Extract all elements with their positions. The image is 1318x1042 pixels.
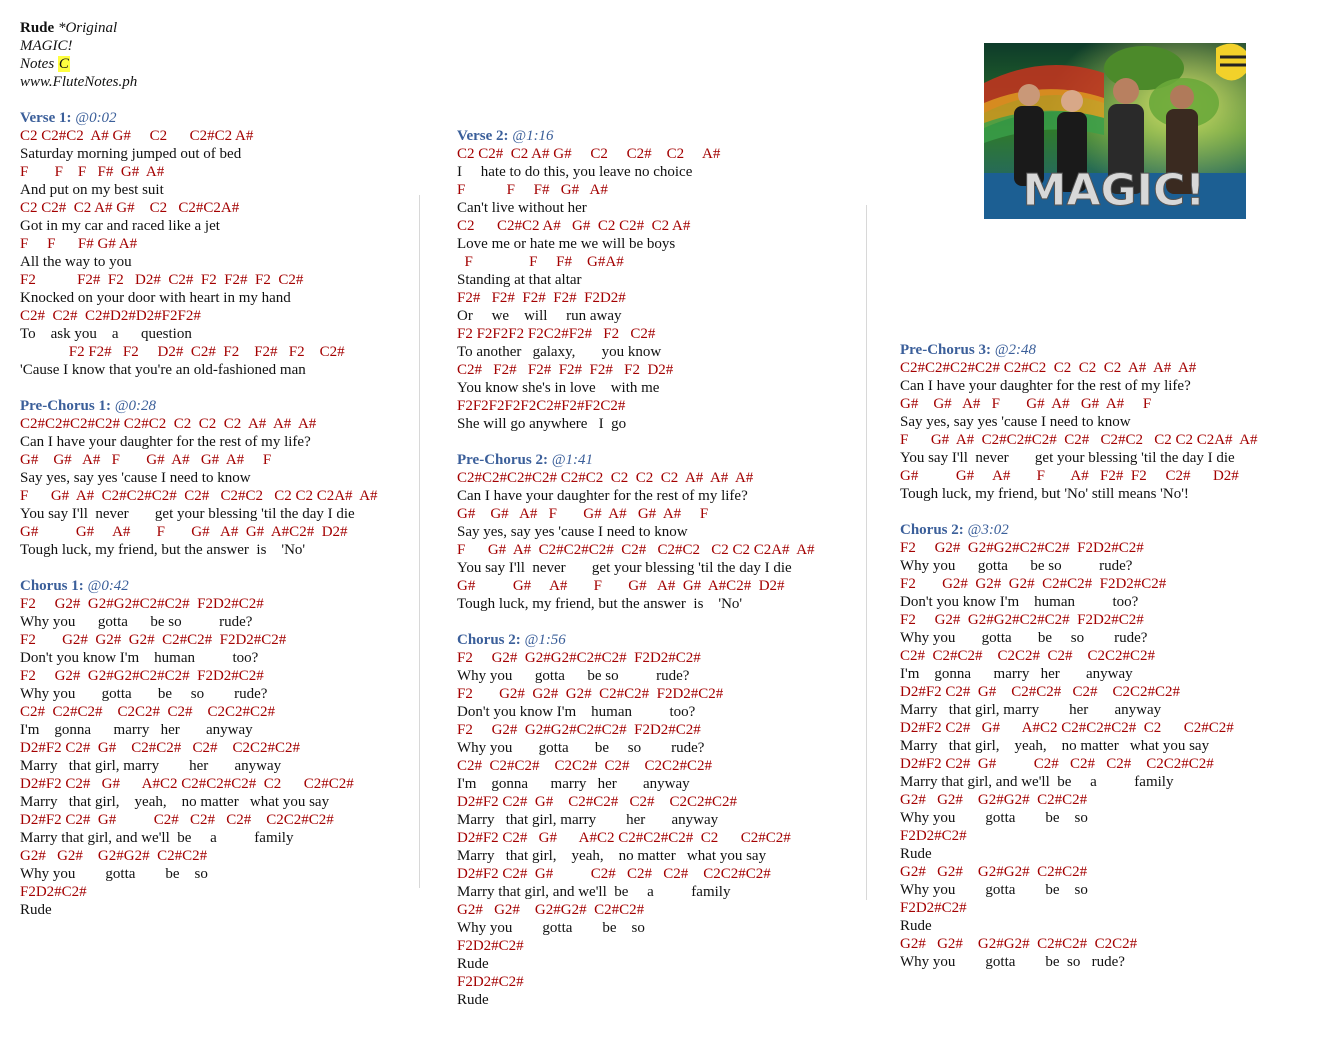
lyric-line: Tough luck, my friend, but 'No' still means 'No'!: [900, 486, 1189, 502]
section-title: Pre-Chorus 1:: [20, 398, 111, 414]
note-line: F2 G2# G2# G2# C2#C2# F2D2#C2#: [900, 576, 1167, 592]
lyric-line: Marry that girl, yeah, no matter what you say: [900, 738, 1210, 754]
song-section: [20, 109, 378, 379]
note-line: F2 F2# F2 D2# C2# F2 F2# F2 C2#: [20, 344, 345, 360]
lyric-line: Why you gotta be so rude?: [20, 614, 253, 630]
section-heading: [900, 521, 1258, 539]
lyric-line: Don't you know I'm human too?: [457, 704, 696, 720]
lyric-line: You say I'll never get your blessing 'til the day I die: [457, 560, 792, 576]
section-timestamp: @2:48: [994, 342, 1037, 358]
lyric-line: Standing at that altar: [457, 272, 582, 288]
note-line: D2#F2 C2# G# A#C2 C2#C2#C2# C2 C2#C2#: [20, 776, 354, 792]
note-line: G# G# A# F G# A# G# A# F: [457, 506, 709, 522]
lyric-line: Why you gotta be so: [900, 810, 1088, 826]
column-divider: [419, 195, 420, 888]
note-line: F G# A# C2#C2#C2# C2# C2#C2 C2 C2 C2A# A#: [457, 542, 815, 558]
lyric-line: Marry that girl, marry her anyway: [457, 812, 719, 828]
lyric-line: Why you gotta be so: [20, 866, 208, 882]
note-line: G2# G2# G2#G2# C2#C2#: [20, 848, 208, 864]
lyric-line: Can I have your daughter for the rest of my life?: [900, 378, 1191, 394]
band-logo-text: MAGIC!: [1022, 165, 1206, 216]
lyric-line: All the way to you: [20, 254, 132, 270]
lyric-line: Why you gotta be so rude?: [457, 668, 690, 684]
section-timestamp: @0:02: [75, 110, 117, 126]
lyric-line: Why you gotta be so rude?: [20, 686, 268, 702]
section-heading: [20, 397, 378, 415]
lyric-line: Why you gotta be so: [457, 920, 645, 936]
note-line: G# G# A# F G# A# G# A#C2# D2#: [457, 578, 785, 594]
lyric-line: Rude: [457, 956, 489, 972]
note-line: C2# C2#C2# C2C2# C2# C2C2#C2#: [900, 648, 1156, 664]
lyric-line: Rude: [20, 902, 52, 918]
column-2: [457, 127, 815, 1027]
lyric-line: Marry that girl, marry her anyway: [20, 758, 282, 774]
section-heading: [457, 451, 815, 469]
website-label: www.FluteNotes.ph: [20, 74, 138, 90]
note-line: F2 G2# G2#G2#C2#C2# F2D2#C2#: [457, 722, 701, 738]
note-line: C2#C2#C2#C2# C2#C2 C2 C2 C2 A# A# A#: [20, 416, 317, 432]
note-line: D2#F2 C2# G# C2# C2# C2# C2C2#C2#: [20, 812, 334, 828]
song-section: [457, 127, 815, 433]
note-line: F2# F2# F2# F2# F2D2#: [457, 290, 626, 306]
note-line: G# G# A# F A# F2# F2 C2# D2#: [900, 468, 1239, 484]
lyric-line: Or we will run away: [457, 308, 622, 324]
note-line: G2# G2# G2#G2# C2#C2# C2C2#: [900, 936, 1138, 952]
note-line: C2# C2# C2#D2#D2#F2F2#: [20, 308, 201, 324]
lyric-line: Got in my car and raced like a jet: [20, 218, 220, 234]
note-line: C2# F2# F2# F2# F2# F2 D2#: [457, 362, 674, 378]
lyric-line: Why you gotta be so rude?: [900, 954, 1125, 970]
section-title: Pre-Chorus 2:: [457, 452, 548, 468]
column-divider: [866, 205, 867, 900]
note-line: C2 C2#C2 A# G# C2 C2#C2 A#: [20, 128, 254, 144]
lyric-line: Marry that girl, and we'll be a family: [900, 774, 1174, 790]
song-section: [457, 631, 815, 1009]
section-title: Verse 2:: [457, 128, 509, 144]
lyric-line: I hate to do this, you leave no choice: [457, 164, 693, 180]
note-line: F2 G2# G2# G2# C2#C2# F2D2#C2#: [457, 686, 724, 702]
lyric-line: Say yes, say yes 'cause I need to know: [900, 414, 1131, 430]
note-line: F F F# G# A#: [457, 182, 608, 198]
lyric-line: Love me or hate me we will be boys: [457, 236, 676, 252]
note-line: G2# G2# G2#G2# C2#C2#: [900, 792, 1088, 808]
note-line: C2# C2#C2# C2C2# C2# C2C2#C2#: [457, 758, 713, 774]
lyric-line: Saturday morning jumped out of bed: [20, 146, 242, 162]
lyric-line: She will go anywhere I go: [457, 416, 627, 432]
note-line: D2#F2 C2# G# C2# C2# C2# C2C2#C2#: [900, 756, 1214, 772]
section-title: Pre-Chorus 3:: [900, 342, 991, 358]
note-line: G2# G2# G2#G2# C2#C2#: [457, 902, 645, 918]
note-line: F2F2F2F2F2C2#F2#F2C2#: [457, 398, 626, 414]
lyric-line: You say I'll never get your blessing 'til the day I die: [20, 506, 355, 522]
section-timestamp: @1:41: [551, 452, 594, 468]
section-timestamp: @0:42: [87, 578, 129, 594]
lyric-line: Marry that girl, marry her anyway: [900, 702, 1162, 718]
note-line: C2 C2# C2 A# G# C2 C2#C2A#: [20, 200, 240, 216]
sheet-header: [20, 19, 137, 91]
lyric-line: Why you gotta be so rude?: [900, 630, 1148, 646]
notes-label: Notes: [20, 56, 55, 72]
note-line: F G# A# C2#C2#C2# C2# C2#C2 C2 C2 C2A# A#: [20, 488, 378, 504]
note-line: D2#F2 C2# G# A#C2 C2#C2#C2# C2 C2#C2#: [457, 830, 791, 846]
note-line: F2 G2# G2#G2#C2#C2# F2D2#C2#: [900, 540, 1144, 556]
version-label: *Original: [57, 20, 118, 36]
lyric-line: Marry that girl, and we'll be a family: [20, 830, 294, 846]
note-line: D2#F2 C2# G# C2#C2# C2# C2C2#C2#: [20, 740, 301, 756]
section-title: Chorus 2:: [900, 522, 964, 538]
note-line: D2#F2 C2# G# C2#C2# C2# C2C2#C2#: [457, 794, 738, 810]
song-section: [20, 397, 378, 559]
note-line: F2D2#C2#: [457, 938, 524, 954]
lyric-line: Marry that girl, and we'll be a family: [457, 884, 731, 900]
song-section: [900, 521, 1258, 971]
lyric-line: I'm gonna marry her anyway: [900, 666, 1133, 682]
lyric-line: I'm gonna marry her anyway: [457, 776, 690, 792]
section-timestamp: @3:02: [967, 522, 1009, 538]
section-heading: [457, 631, 815, 649]
note-line: F G# A# C2#C2#C2# C2# C2#C2 C2 C2 C2A# A#: [900, 432, 1258, 448]
lyric-line: You know she's in love with me: [457, 380, 660, 396]
note-line: F F F F# G# A#: [20, 164, 165, 180]
note-line: C2 C2# C2 A# G# C2 C2# C2 A#: [457, 146, 721, 162]
lyric-line: Tough luck, my friend, but the answer is 'No': [20, 542, 306, 558]
note-line: F2D2#C2#: [457, 974, 524, 990]
lyric-line: Tough luck, my friend, but the answer is 'No': [457, 596, 743, 612]
note-line: F2 G2# G2#G2#C2#C2# F2D2#C2#: [20, 596, 264, 612]
lyric-line: Rude: [900, 918, 932, 934]
section-timestamp: @1:16: [512, 128, 554, 144]
note-line: F F F# G#A#: [457, 254, 624, 270]
note-line: C2# C2#C2# C2C2# C2# C2C2#C2#: [20, 704, 276, 720]
lyric-line: Can I have your daughter for the rest of my life?: [20, 434, 311, 450]
lyric-line: And put on my best suit: [20, 182, 164, 198]
lyric-line: Marry that girl, yeah, no matter what you say: [457, 848, 767, 864]
note-line: G2# G2# G2#G2# C2#C2#: [900, 864, 1088, 880]
lyric-line: Knocked on your door with heart in my hand: [20, 290, 291, 306]
artist-name: MAGIC!: [20, 38, 73, 54]
note-line: C2#C2#C2#C2# C2#C2 C2 C2 C2 A# A# A#: [457, 470, 754, 486]
lyric-line: Don't you know I'm human too?: [20, 650, 259, 666]
section-heading: [457, 127, 815, 145]
lyric-line: Why you gotta be so rude?: [900, 558, 1133, 574]
lyric-line: To ask you a question: [20, 326, 192, 342]
note-line: D2#F2 C2# G# C2#C2# C2# C2C2#C2#: [900, 684, 1181, 700]
section-timestamp: @0:28: [114, 398, 157, 414]
note-line: F2 F2# F2 D2# C2# F2 F2# F2 C2#: [20, 272, 304, 288]
note-line: D2#F2 C2# G# C2# C2# C2# C2C2#C2#: [457, 866, 771, 882]
lyric-line: Rude: [900, 846, 932, 862]
notes-key-highlight: C: [58, 56, 69, 72]
lyric-line: Why you gotta be so rude?: [457, 740, 705, 756]
note-line: F2D2#C2#: [20, 884, 87, 900]
lyric-line: Don't you know I'm human too?: [900, 594, 1139, 610]
lyric-line: Rude: [457, 992, 489, 1008]
lyric-line: Say yes, say yes 'cause I need to know: [20, 470, 251, 486]
note-line: D2#F2 C2# G# A#C2 C2#C2#C2# C2 C2#C2#: [900, 720, 1234, 736]
section-heading: [900, 341, 1258, 359]
note-line: C2 C2#C2 A# G# C2 C2# C2 A#: [457, 218, 691, 234]
song-section: [20, 577, 378, 919]
note-line: F2D2#C2#: [900, 900, 967, 916]
note-line: F F F# G# A#: [20, 236, 138, 252]
section-heading: [20, 577, 378, 595]
lyric-line: Marry that girl, yeah, no matter what you say: [20, 794, 330, 810]
section-timestamp: @1:56: [524, 632, 566, 648]
song-title: Rude: [20, 20, 55, 36]
lyric-line: I'm gonna marry her anyway: [20, 722, 253, 738]
note-line: G# G# A# F G# A# G# A# F: [20, 452, 272, 468]
lyric-line: Why you gotta be so: [900, 882, 1088, 898]
band-photo-art: [984, 43, 1246, 219]
note-line: F2 F2F2F2 F2C2#F2# F2 C2#: [457, 326, 656, 342]
note-line: F2 G2# G2#G2#C2#C2# F2D2#C2#: [900, 612, 1144, 628]
band-photo: [984, 43, 1246, 219]
lyric-line: Can't live without her: [457, 200, 587, 216]
note-line: C2#C2#C2#C2# C2#C2 C2 C2 C2 A# A# A#: [900, 360, 1197, 376]
lyric-line: Say yes, say yes 'cause I need to know: [457, 524, 688, 540]
note-line: F2 G2# G2#G2#C2#C2# F2D2#C2#: [457, 650, 701, 666]
note-line: F2 G2# G2#G2#C2#C2# F2D2#C2#: [20, 668, 264, 684]
section-title: Verse 1:: [20, 110, 72, 126]
note-line: G# G# A# F G# A# G# A#C2# D2#: [20, 524, 348, 540]
column-1: [20, 109, 378, 937]
lyric-line: 'Cause I know that you're an old-fashioned man: [20, 362, 306, 378]
section-heading: [20, 109, 378, 127]
song-section: [900, 341, 1258, 503]
note-line: F2 G2# G2# G2# C2#C2# F2D2#C2#: [20, 632, 287, 648]
note-line: G# G# A# F G# A# G# A# F: [900, 396, 1152, 412]
lyric-line: Can I have your daughter for the rest of my life?: [457, 488, 748, 504]
section-title: Chorus 1:: [20, 578, 84, 594]
lyric-line: You say I'll never get your blessing 'til the day I die: [900, 450, 1235, 466]
lyric-line: To another galaxy, you know: [457, 344, 662, 360]
column-3: [900, 341, 1258, 989]
note-line: F2D2#C2#: [900, 828, 967, 844]
song-section: [457, 451, 815, 613]
section-title: Chorus 2:: [457, 632, 521, 648]
